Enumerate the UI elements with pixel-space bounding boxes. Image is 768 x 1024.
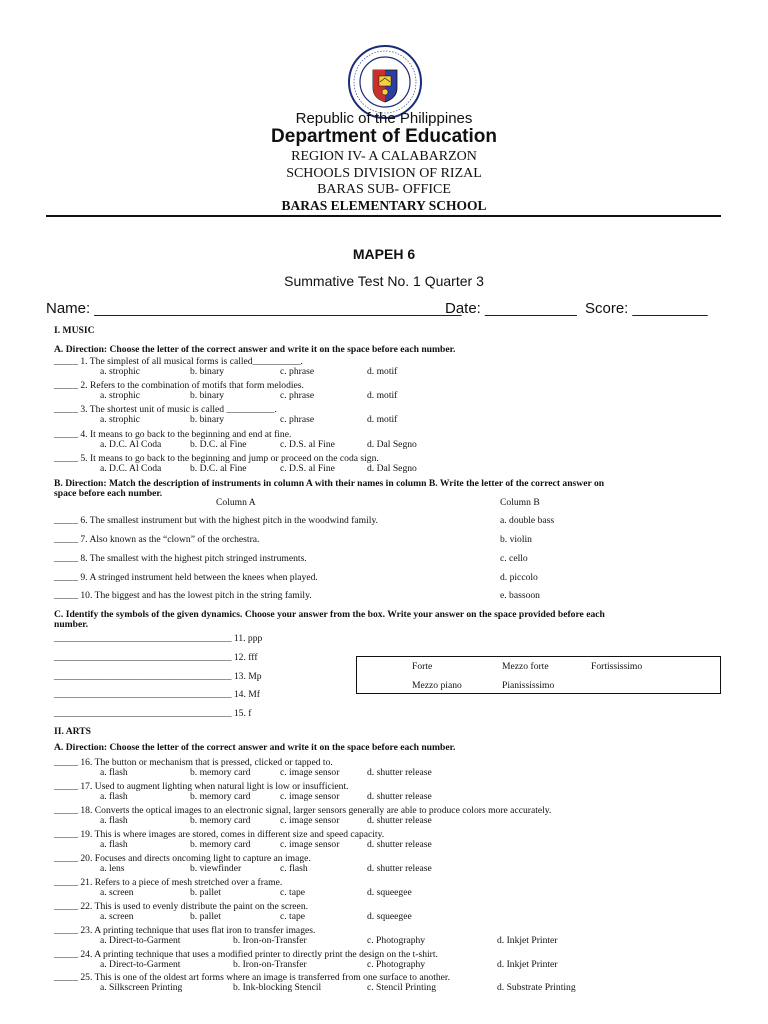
answer-choice: c. image sensor (280, 815, 340, 826)
answer-choice: a. strophic (100, 366, 140, 377)
answer-choice: b. memory card (190, 815, 251, 826)
answer-choice: d. shutter release (367, 863, 432, 874)
answer-choice: c. phrase (280, 366, 315, 377)
music-question[interactable]: _____ 4. It means to go back to the beginning and end at fine. (54, 429, 292, 440)
matching-answer: b. violin (500, 534, 532, 545)
answer-choice: d. Substrate Printing (497, 982, 576, 993)
answer-choice: b. viewfinder (190, 863, 242, 874)
dynamics-answer-line[interactable]: _____________________________________ 14. Mf (54, 689, 260, 700)
answer-choice: d. squeegee (367, 887, 412, 898)
name-field[interactable]: Name: ____________________________________________ (46, 300, 462, 317)
answer-choice: b. Ink-blocking Stencil (233, 982, 322, 993)
matching-question[interactable]: _____ 8. The smallest with the highest pitch stringed instruments. (54, 553, 307, 564)
region-line: REGION IV- A CALABARZON (291, 149, 477, 164)
answer-choice: c. tape (280, 911, 306, 922)
answer-choice: a. strophic (100, 414, 140, 425)
answer-choice: a. Silkscreen Printing (100, 982, 183, 993)
answer-choice: b. binary (190, 390, 225, 401)
answer-choice: a. flash (100, 767, 128, 778)
answer-choice: a. flash (100, 791, 128, 802)
test-title: Summative Test No. 1 Quarter 3 (284, 273, 484, 289)
answer-choice: d. motif (367, 366, 398, 377)
answer-choice: b. binary (190, 414, 225, 425)
header-rule (46, 215, 721, 217)
answer-choice: d. motif (367, 414, 398, 425)
answer-choice: d. shutter release (367, 815, 432, 826)
music-direction-b-line2: space before each number. (54, 488, 163, 499)
column-a-header: Column A (216, 497, 256, 508)
dynamics-choice-box (356, 656, 721, 694)
answer-choice: d. Inkjet Printer (497, 959, 558, 970)
answer-choice: b. D.C. al Fine (190, 439, 247, 450)
matching-question[interactable]: _____ 6. The smallest instrument but with the highest pitch in the woodwind family. (54, 515, 379, 526)
answer-choice: c. flash (280, 863, 308, 874)
answer-choice: a. D.C. Al Coda (100, 439, 162, 450)
subject-title: MAPEH 6 (352, 246, 416, 262)
answer-choice: a. strophic (100, 390, 140, 401)
dynamics-answer-line[interactable]: _____________________________________ 13. Mp (54, 671, 262, 682)
answer-choice: c. image sensor (280, 839, 340, 850)
answer-choice: b. pallet (190, 887, 221, 898)
dynamics-answer-line[interactable]: _____________________________________ 11. ppp (54, 633, 263, 644)
answer-choice: c. Photography (367, 935, 426, 946)
matching-answer: c. cello (500, 553, 528, 564)
music-heading: I. MUSIC (54, 325, 95, 336)
arts-question[interactable]: _____ 17. Used to augment lighting when natural light is low or insufficient. (54, 781, 349, 792)
box-choice-mezzo-piano: Mezzo piano (412, 680, 462, 691)
arts-question[interactable]: _____ 20. Focuses and directs oncoming light to capture an image. (54, 853, 311, 864)
answer-choice: d. Inkjet Printer (497, 935, 558, 946)
music-question[interactable]: _____ 3. The shortest unit of music is called __________. (54, 404, 277, 415)
dynamics-answer-line[interactable]: _____________________________________ 12. fff (54, 652, 258, 663)
answer-choice: b. memory card (190, 767, 251, 778)
answer-choice: c. image sensor (280, 791, 340, 802)
arts-question[interactable]: _____ 16. The button or mechanism that is pressed, clicked or tapped to. (54, 757, 333, 768)
answer-choice: a. Direct-to-Garment (100, 959, 181, 970)
box-choice-mezzo-forte: Mezzo forte (502, 661, 549, 672)
arts-question[interactable]: _____ 18. Converts the optical images to an electronic signal, larger sensors generally are able to produce colors more accurately. (54, 805, 552, 816)
answer-choice: c. D.S. al Fine (280, 463, 335, 474)
answer-choice: c. Photography (367, 959, 426, 970)
answer-choice: a. screen (100, 911, 134, 922)
matching-answer: e. bassoon (500, 590, 540, 601)
music-question[interactable]: _____ 5. It means to go back to the beginning and jump or proceed on the coda sign. (54, 453, 379, 464)
answer-choice: d. motif (367, 390, 398, 401)
date-field[interactable]: Date: ___________ (445, 300, 577, 317)
answer-choice: b. binary (190, 366, 225, 377)
arts-question[interactable]: _____ 24. A printing technique that uses a modified printer to directly print the design on the t-shirt. (54, 949, 438, 960)
arts-question[interactable]: _____ 21. Refers to a piece of mesh stretched over a frame. (54, 877, 283, 888)
music-direction-c-line1: C. Identify the symbols of the given dynamics. Choose your answer from the box. Write your answer on the space provided before each (54, 609, 605, 620)
answer-choice: a. screen (100, 887, 134, 898)
matching-question[interactable]: _____ 7. Also known as the “clown” of the orchestra. (54, 534, 260, 545)
answer-choice: c. Stencil Printing (367, 982, 437, 993)
answer-choice: b. Iron-on-Transfer (233, 959, 307, 970)
answer-choice: d. shutter release (367, 767, 432, 778)
answer-choice: d. Dal Segno (367, 439, 417, 450)
answer-choice: a. D.C. Al Coda (100, 463, 162, 474)
arts-direction-a: A. Direction: Choose the letter of the correct answer and write it on the space before each number. (54, 742, 456, 753)
box-choice-forte: Forte (412, 661, 433, 672)
answer-choice: b. memory card (190, 839, 251, 850)
answer-choice: c. phrase (280, 390, 315, 401)
answer-choice: b. D.C. al Fine (190, 463, 247, 474)
school-name: BARAS ELEMENTARY SCHOOL (281, 198, 487, 213)
answer-choice: b. Iron-on-Transfer (233, 935, 307, 946)
answer-choice: d. Dal Segno (367, 463, 417, 474)
music-direction-b-line1: B. Direction: Match the description of instruments in column A with their names in column B. Write the letter of the correct answer on (54, 478, 605, 489)
department-title: Department of Education (271, 126, 497, 147)
matching-question[interactable]: _____ 9. A stringed instrument held between the knees when played. (54, 572, 318, 583)
suboffice-line: BARAS SUB- OFFICE (317, 182, 451, 197)
matching-answer: a. double bass (500, 515, 555, 526)
music-direction-c-line2: number. (54, 619, 89, 630)
answer-choice: c. phrase (280, 414, 315, 425)
answer-choice: c. D.S. al Fine (280, 439, 335, 450)
matching-question[interactable]: _____ 10. The biggest and has the lowest pitch in the string family. (54, 590, 312, 601)
matching-answer: d. piccolo (500, 572, 538, 583)
arts-question[interactable]: _____ 23. A printing technique that uses flat iron to transfer images. (54, 925, 316, 936)
answer-choice: a. flash (100, 815, 128, 826)
music-question[interactable]: _____ 1. The simplest of all musical forms is called__________. (54, 356, 303, 367)
arts-heading: II. ARTS (54, 726, 91, 737)
answer-choice: b. pallet (190, 911, 221, 922)
answer-choice: d. shutter release (367, 839, 432, 850)
answer-choice: a. Direct-to-Garment (100, 935, 181, 946)
answer-choice: d. shutter release (367, 791, 432, 802)
answer-choice: c. tape (280, 887, 306, 898)
box-choice-pianississimo: Pianississimo (502, 680, 555, 691)
score-field[interactable]: Score: _________ (585, 300, 708, 317)
answer-choice: b. memory card (190, 791, 251, 802)
music-direction-a: A. Direction: Choose the letter of the correct answer and write it on the space before each number. (54, 344, 456, 355)
answer-choice: a. flash (100, 839, 128, 850)
column-b-header: Column B (500, 497, 540, 508)
dynamics-answer-line[interactable]: _____________________________________ 15. f (54, 708, 252, 719)
box-choice-fortississimo: Fortississimo (591, 661, 643, 672)
arts-question[interactable]: _____ 22. This is used to evenly distribute the paint on the screen. (54, 901, 309, 912)
answer-choice: a. lens (100, 863, 125, 874)
republic-line: Republic of the Philippines (295, 110, 473, 127)
answer-choice: c. image sensor (280, 767, 340, 778)
deped-seal (347, 44, 423, 120)
music-question[interactable]: _____ 2. Refers to the combination of motifs that form melodies. (54, 380, 304, 391)
division-line: SCHOOLS DIVISION OF RIZAL (286, 166, 482, 181)
answer-choice: d. squeegee (367, 911, 412, 922)
arts-question[interactable]: _____ 19. This is where images are stored, comes in different size and speed capacity. (54, 829, 385, 840)
arts-question[interactable]: _____ 25. This is one of the oldest art forms where an image is transferred from one surface to another. (54, 972, 450, 983)
